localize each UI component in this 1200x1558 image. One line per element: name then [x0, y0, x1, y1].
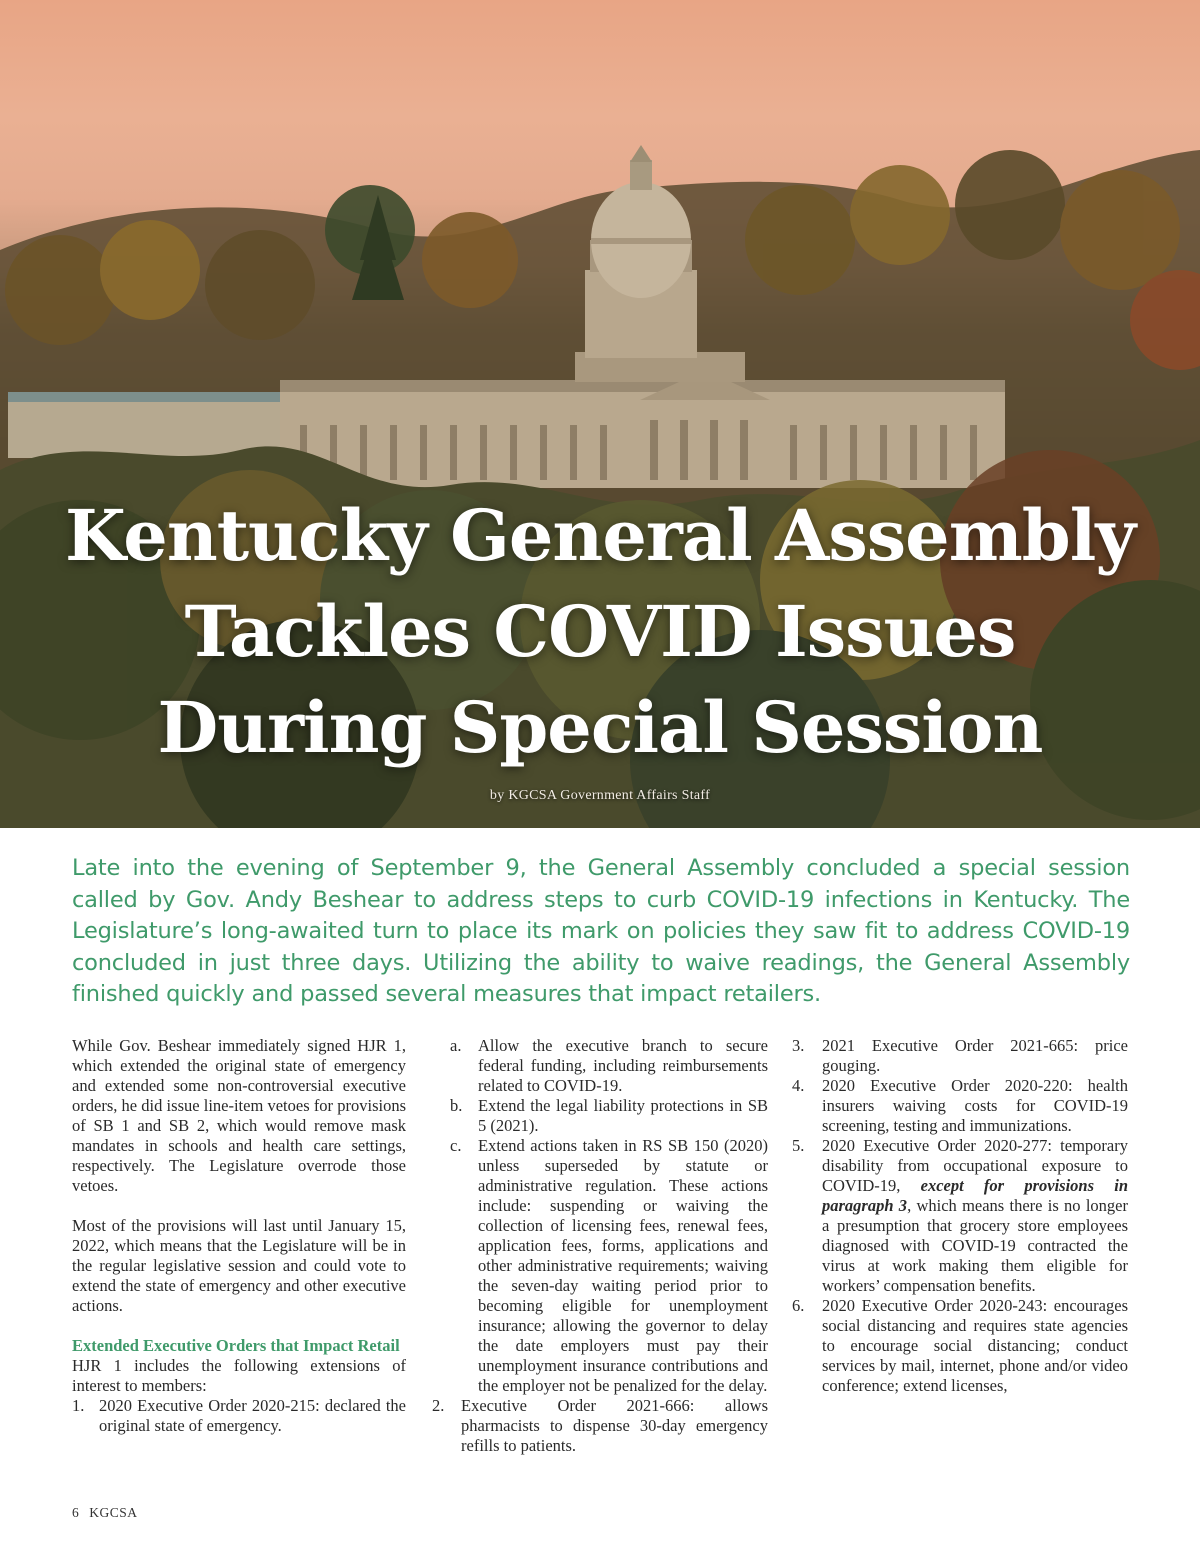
title-line-1: Kentucky General Assembly — [64, 494, 1135, 577]
list-text-start: 2020 Executive Order 2020-277: temporary disability from occupational exposure to COVID-19, — [822, 1136, 1128, 1195]
column-2 — [432, 1036, 768, 1456]
publication-name: KGCSA — [89, 1505, 138, 1520]
list-text: 2020 Executive Order 2020-215: declared the original state of emergency. — [99, 1396, 406, 1435]
list-text: Allow the executive branch to secure federal funding, including reimbursements related to COVID-19. — [478, 1036, 768, 1095]
lead-paragraph: Late into the evening of September 9, the General Assembly concluded a special session called by Gov. Andy Beshear to address steps to curb COVID-19 infections in Kentucky. The Legislature’s long-awaited turn to place its mark on policies they saw fit to address COVID-19 concluded in just three days. Utilizing the ability to waive readings, the General Assembly finished quickly and passed several measures that impact retailers. — [72, 855, 1130, 1007]
byline: by KGCSA Government Affairs Staff — [489, 788, 711, 803]
list-number: 2. — [432, 1396, 445, 1415]
list-item-6 — [792, 1296, 1128, 1396]
body-paragraph-2: Most of the provisions will last until January 15, 2022, which means that the Legislature will be in the regular legislative session and could vote to extend the state of emergency and other executive actions. — [72, 1216, 406, 1315]
section-subhead: Extended Executive Orders that Impact Retail — [72, 1336, 400, 1355]
list-item-4 — [792, 1076, 1128, 1136]
list-number: 6. — [792, 1296, 805, 1315]
list-number: 5. — [792, 1136, 805, 1155]
list-number: 1. — [72, 1396, 85, 1415]
sublist-item-c — [432, 1136, 768, 1396]
article-title — [0, 488, 1200, 776]
list-number: 3. — [792, 1036, 805, 1055]
list-item-5 — [792, 1136, 1128, 1296]
list-letter: a. — [450, 1036, 462, 1055]
body-paragraph-3: HJR 1 includes the following extensions of interest to members: — [72, 1356, 406, 1395]
body-paragraph-1: While Gov. Beshear immediately signed HJR 1, which extended the original state of emergency and extended some non-controversial executive orders, he did issue line-item vetoes for provisions of SB 1 and SB 2, which would remove mask mandates in schools and health care settings, respectively. The Legislature overrode those vetoes. — [72, 1036, 406, 1195]
title-line-2: Tackles COVID Issues — [184, 590, 1016, 673]
sublist-item-b — [432, 1096, 768, 1136]
list-text: 2020 Executive Order 2020-243: encourages social distancing and requires state agencies to encourage social distancing; conduct services by mail, internet, phone and/or video conference; extend licenses, — [822, 1296, 1128, 1395]
list-text-end: , which means there is no longer a presumption that grocery store employees diagnosed with COVID-19 contracted the virus at work making them eligible for workers’ compensation benefits. — [822, 1196, 1128, 1295]
list-text: 2020 Executive Order 2020-220: health insurers waiving costs for COVID-19 screening, testing and immunizations. — [822, 1076, 1128, 1135]
list-letter: b. — [450, 1096, 463, 1115]
list-letter: c. — [450, 1136, 462, 1155]
list-item-3 — [792, 1036, 1128, 1076]
list-item-2 — [432, 1396, 768, 1456]
page-number: 6 — [72, 1505, 80, 1520]
page-footer — [72, 1505, 148, 1521]
list-text: 2021 Executive Order 2021-665: price gouging. — [822, 1036, 1128, 1075]
list-text: Extend the legal liability protections in SB 5 (2021). — [478, 1096, 768, 1135]
list-text — [822, 1136, 1128, 1296]
list-text: Executive Order 2021-666: allows pharmacists to dispense 30-day emergency refills to patients. — [461, 1396, 768, 1455]
list-text: Extend actions taken in RS SB 150 (2020) unless superseded by statute or administrative regulation. These actions include: suspending or waiving the collection of licensing fees, renewal fees, application fees, forms, applications and other administrative requirements; waiving the seven-day waiting period prior to becoming eligible for unemployment insurance; allowing the governor to delay the date employers must pay their unemployment insurance contributions and the employer not be penalized for the delay. — [478, 1136, 768, 1395]
column-3 — [792, 1036, 1128, 1396]
sublist-item-a — [432, 1036, 768, 1096]
list-item-1 — [72, 1396, 406, 1436]
list-number: 4. — [792, 1076, 805, 1095]
column-1 — [72, 1036, 406, 1436]
emphasized-text: except for provisions in paragraph 3 — [822, 1176, 1129, 1215]
title-line-3: During Special Session — [157, 686, 1043, 769]
